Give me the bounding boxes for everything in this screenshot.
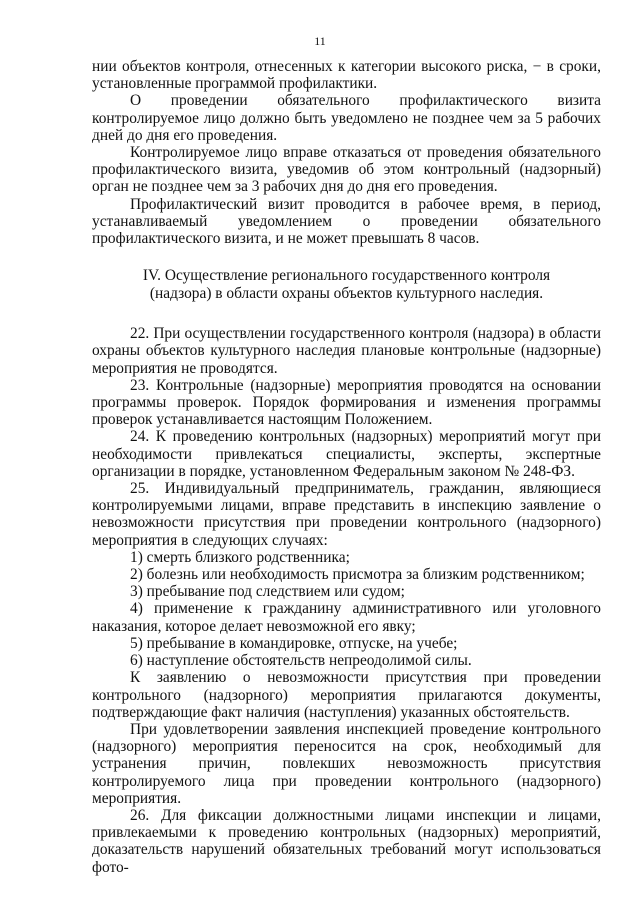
paragraph: При удовлетворении заявления инспекцией проведение контрольного (надзорного) мероприятия переносится на срок, необходимый для устранения причин, повлекших невозможность присутствия контролируемого лица при проведении контрольного (надзорного) мероприятия.: [92, 720, 601, 807]
paragraph: 5) пребывание в командировке, отпуске, на учебе;: [130, 634, 458, 652]
section-heading: [92, 267, 601, 303]
paragraph: 3) пребывание под следствием или судом;: [130, 583, 405, 601]
paragraph: О проведении обязательного профилактического визита контролируемое лицо должно быть уведомлено не позднее чем за 5 рабочих дней до дня его проведения.: [92, 92, 601, 144]
paragraph: Профилактический визит проводится в рабочее время, в период, устанавливаемый уведомлением о проведении обязательного профилактического визита, и не может превышать 8 часов.: [92, 195, 601, 248]
section-heading-line-2: (надзора) в области охраны объектов культурного наследия.: [149, 285, 544, 303]
paragraph: 22. При осуществлении государственного контроля (надзора) в области охраны объектов культурного наследия плановые контрольные (надзорные) мероприятия не проводятся.: [92, 325, 601, 377]
section-heading-line-1: IV. Осуществление регионального государственного контроля: [142, 267, 551, 285]
paragraph: 6) наступление обстоятельств непреодолимой силы.: [130, 652, 472, 670]
page-number: 11: [314, 34, 326, 48]
paragraph: 26. Для фиксации должностными лицами инспекции и лицами, привлекаемыми к проведению контрольных (надзорных) мероприятий, доказательств нарушений обязательных требований могут использоваться фото-: [92, 806, 601, 876]
document-body: [92, 58, 601, 876]
paragraph: 2) болезнь или необходимость присмотра за близким родственником;: [130, 566, 585, 584]
paragraph-group-bottom: [92, 325, 601, 876]
paragraph: 4) применение к гражданину административного или уголовного наказания, которое делает невозможной его явку;: [92, 600, 601, 635]
paragraph: 25. Индивидуальный предприниматель, гражданин, являющиеся контролируемыми лицами, вправе представить в инспекцию заявление о невозможности присутствия при проведении контрольного (надзорного) мероприятия в следующих случаях:: [92, 480, 601, 549]
paragraph: Контролируемое лицо вправе отказаться от проведения обязательного профилактического визита, уведомив об этом контрольный (надзорный) орган не позднее чем за 3 рабочих дня до дня его проведения.: [92, 144, 601, 196]
paragraph: 23. Контрольные (надзорные) мероприятия проводятся на основании программы проверок. Порядок формирования и изменения программы проверок устанавливается настоящим Положением.: [92, 376, 601, 429]
paragraph: К заявлению о невозможности присутствия при проведении контрольного (надзорного) мероприятия прилагаются документы, подтверждающие факт наличия (наступления) указанных обстоятельств.: [92, 669, 601, 721]
paragraph: 24. К проведению контрольных (надзорных) мероприятий могут при необходимости привлекаться специалисты, эксперты, экспертные организации в порядке, установленном Федеральным законом № 248-ФЗ.: [92, 428, 601, 480]
paragraph: 1) смерть близкого родственника;: [130, 548, 350, 566]
paragraph: нии объектов контроля, отнесенных к категории высокого риска, − в сроки, установленные программой профилактики.: [92, 58, 601, 93]
paragraph-group-top: [92, 58, 601, 247]
